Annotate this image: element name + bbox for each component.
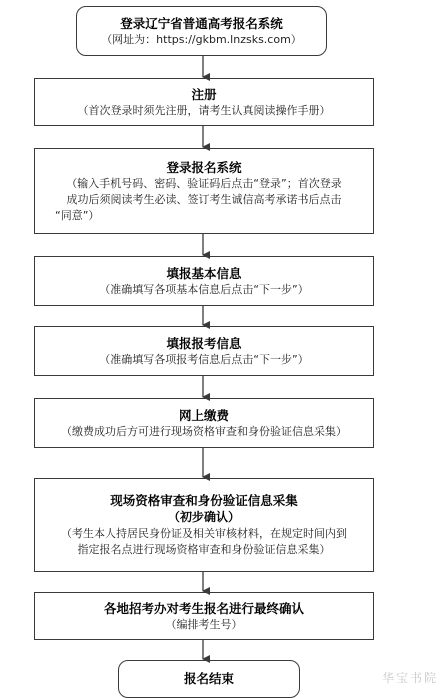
step-title: 各地招考办对考生报名进行最终确认 bbox=[103, 600, 304, 616]
step-note: （编排考生号） bbox=[165, 617, 243, 631]
step-note-line-2: 成功后须阅读考生必读、签订考生诚信高考承诺书后点击 bbox=[66, 192, 342, 206]
step-note: （首次登录时须先注册，请考生认真阅读操作手册） bbox=[77, 103, 331, 117]
step-note: （准确填写各项报考信息后点击“下一步”） bbox=[99, 352, 309, 366]
step-title: 报名结束 bbox=[183, 671, 234, 686]
step-note-line-3: “同意”） bbox=[55, 208, 100, 222]
step-title: 登录报名系统 bbox=[166, 159, 242, 175]
step-subtitle: （初步确认） bbox=[167, 510, 240, 524]
step-title: 网上缴费 bbox=[178, 407, 229, 423]
step-title: 注册 bbox=[191, 86, 217, 102]
step-title: 填报报考信息 bbox=[166, 335, 242, 351]
step-note-line-1: （输入手机号码、密码、验证码后点击“登录”；首次登录 bbox=[66, 176, 342, 190]
step-note: （缴费成功后方可进行现场资格审查和身份验证信息采集） bbox=[61, 424, 347, 438]
step-title: 现场资格审查和身份验证信息采集 bbox=[110, 493, 298, 508]
step-title: 填报基本信息 bbox=[166, 265, 242, 281]
step-note-line-2: 指定报名点进行现场资格审查和身份验证信息采集） bbox=[77, 543, 331, 556]
step-note: （网址为：https://gkbm.lnzsks.com） bbox=[101, 32, 302, 46]
watermark-logo: 华宝书院 bbox=[381, 671, 438, 685]
step-note-line-1: （考生本人持居民身份证及相关审核材料，在规定时间内到 bbox=[61, 527, 347, 540]
step-note: （准确填写各项基本信息后点击“下一步”） bbox=[99, 282, 309, 296]
step-title: 登录辽宁省普通高考报名系统 bbox=[120, 15, 283, 31]
